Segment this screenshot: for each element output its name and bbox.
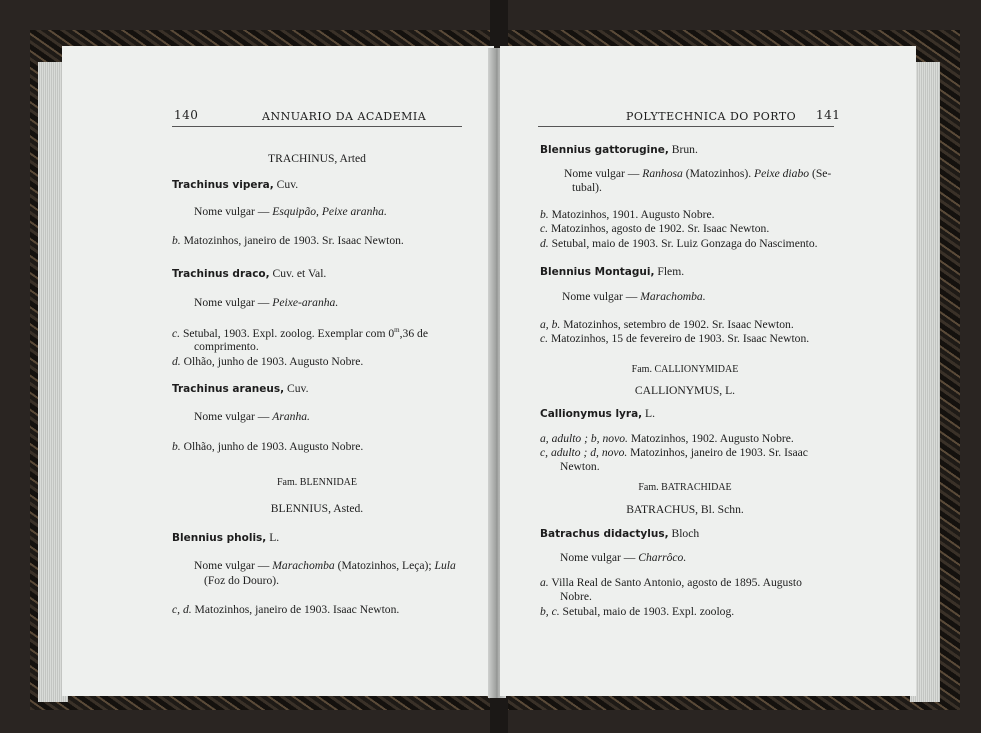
left-page <box>62 46 494 696</box>
specimen-record: a, b. Matozinhos, setembro de 1902. Sr. Isaac Newton. <box>540 318 794 331</box>
header-rule <box>172 126 462 127</box>
common-name: Nome vulgar — Ranhosa (Matozinhos). Peixe diabo (Se- <box>564 167 832 180</box>
specimen-record: c. Matozinhos, 15 de fevereiro de 1903. Sr. Isaac Newton. <box>540 332 810 345</box>
specimen-record: b. Matozinhos, 1901. Augusto Nobre. <box>540 208 715 221</box>
specimen-record: d. Olhão, junho de 1903. Augusto Nobre. <box>172 355 364 368</box>
page-number: 141 <box>816 108 841 122</box>
genus-heading: BLENNIUS, Asted. <box>270 502 364 515</box>
family-heading: Fam. BLENNIDAE <box>277 477 357 488</box>
specimen-record: a, adulto ; b, novo. Matozinhos, 1902. Augusto Nobre. <box>540 432 794 445</box>
page-number: 140 <box>174 108 199 122</box>
family-heading: Fam. CALLIONYMIDAE <box>631 364 739 375</box>
specimen-record: c, adulto ; d, novo. Matozinhos, janeiro de 1903. Sr. Isaac <box>540 446 808 459</box>
common-name: Nome vulgar — Charrôco. <box>560 551 687 564</box>
species-entry: Batrachus didactylus, Bloch <box>540 527 700 540</box>
specimen-record-cont: comprimento. <box>194 340 259 353</box>
specimen-record: a. Villa Real de Santo Antonio, agosto de 1895. Augusto <box>540 576 802 589</box>
common-name-cont: tubal). <box>572 181 602 194</box>
running-head: ANNUARIO DA ACADEMIA <box>262 110 427 123</box>
common-name: Nome vulgar — Aranha. <box>194 410 310 423</box>
species-entry: Blennius gattorugine, Brun. <box>540 143 698 156</box>
genus-heading: TRACHINUS, Arted <box>268 152 366 165</box>
specimen-record: c. Matozinhos, agosto de 1902. Sr. Isaac Newton. <box>540 222 770 235</box>
common-name: Nome vulgar — Esquipão, Peixe aranha. <box>194 205 387 218</box>
specimen-record: c, d. Matozinhos, janeiro de 1903. Isaac Newton. <box>172 603 400 616</box>
specimen-record: b. Matozinhos, janeiro de 1903. Sr. Isaac Newton. <box>172 234 404 247</box>
right-page <box>500 46 916 696</box>
common-name: Nome vulgar — Marachomba. <box>562 290 706 303</box>
species-entry: Blennius pholis, L. <box>172 531 280 544</box>
species-entry: Trachinus araneus, Cuv. <box>172 382 309 395</box>
genus-heading: CALLIONYMUS, L. <box>634 384 736 397</box>
common-name-cont: (Foz do Douro). <box>204 574 280 587</box>
genus-heading: BATRACHUS, Bl. Schn. <box>626 503 744 516</box>
specimen-record-cont: Nobre. <box>560 590 592 603</box>
family-heading: Fam. BATRACHIDAE <box>638 482 732 493</box>
header-rule <box>538 126 834 127</box>
specimen-record: b, c. Setubal, maio de 1903. Expl. zoolog. <box>540 605 735 618</box>
specimen-record: c. Setubal, 1903. Expl. zoolog. Exemplar com 0$^m$,36 de <box>172 326 428 340</box>
common-name: Nome vulgar — Peixe-aranha. <box>194 296 339 309</box>
species-entry: Blennius Montagui, Flem. <box>540 265 685 278</box>
specimen-record-cont: Newton. <box>560 460 600 473</box>
species-entry: Callionymus lyra, L. <box>540 407 656 420</box>
species-entry: Trachinus draco, Cuv. et Val. <box>172 267 327 280</box>
species-entry: Trachinus vipera, Cuv. <box>172 178 299 191</box>
specimen-record: d. Setubal, maio de 1903. Sr. Luiz Gonzaga do Nascimento. <box>540 237 818 250</box>
specimen-record: b. Olhão, junho de 1903. Augusto Nobre. <box>172 440 364 453</box>
running-head: POLYTECHNICA DO PORTO <box>626 110 797 123</box>
common-name: Nome vulgar — Marachomba (Matozinhos, Leça); Lula <box>194 559 456 572</box>
